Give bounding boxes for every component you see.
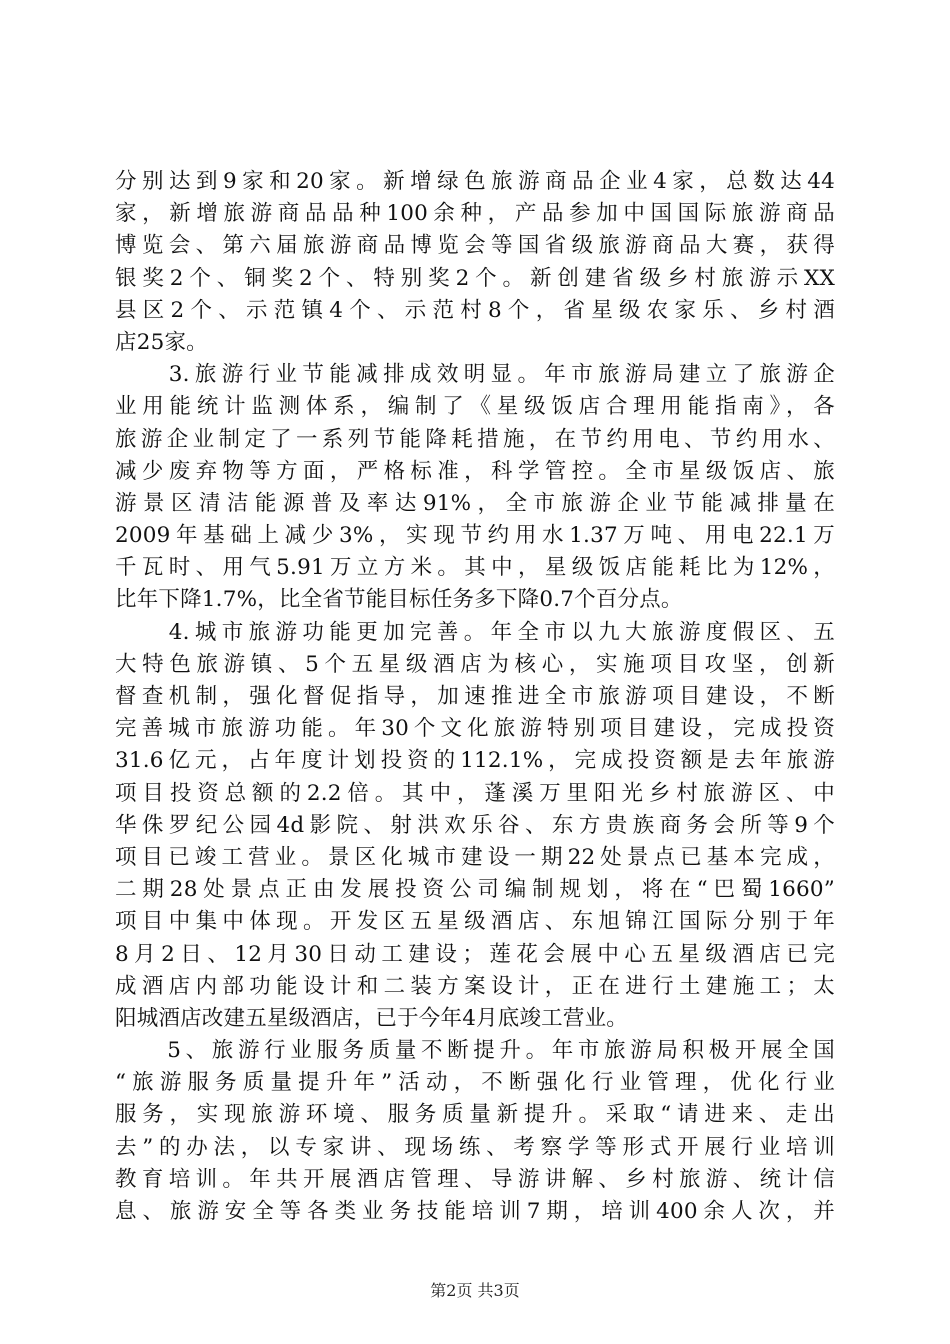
- text-line: 县区2个、示范镇4个、示范村8个，省星级农家乐、乡村酒: [115, 297, 835, 323]
- text-line: 项目投资总额的2.2倍。其中，蓬溪万里阳光乡村旅游区、中: [115, 780, 835, 806]
- text-line: 博览会、第六届旅游商品博览会等国省级旅游商品大赛，获得: [115, 233, 835, 259]
- text-line: 千瓦时、用气5.91万立方米。其中，星级饭店能耗比为12%，: [115, 555, 835, 581]
- text-line: 2009年基础上减少3%，实现节约用水1.37万吨、用电22.1万: [115, 523, 835, 549]
- text-line: 3.旅游行业节能减排成效明显。年市旅游局建立了旅游企: [115, 362, 835, 388]
- text-line: 完善城市旅游功能。年30个文化旅游特别项目建设，完成投资: [115, 716, 835, 742]
- text-line: 5、旅游行业服务质量不断提升。年市旅游局积极开展全国: [115, 1038, 835, 1064]
- text-line: 店25家。: [115, 329, 208, 355]
- text-line: 减少废弃物等方面，严格标准，科学管控。全市星级饭店、旅: [115, 458, 835, 484]
- text-line: 业用能统计监测体系，编制了《星级饭店合理用能指南》，各: [115, 394, 835, 420]
- text-line: 华侏罗纪公园4d影院、射洪欢乐谷、东方贵族商务会所等9个: [115, 812, 835, 838]
- text-line: 游景区清洁能源普及率达91%，全市旅游企业节能减排量在: [115, 490, 835, 516]
- text-line: 31.6亿元，占年度计划投资的112.1%，完成投资额是去年旅游: [115, 748, 835, 774]
- text-line: 督查机制，强化督促指导，加速推进全市旅游项目建设，不断: [115, 684, 835, 709]
- text-line: “旅游服务质量提升年”活动，不断强化行业管理，优化行业: [115, 1070, 835, 1096]
- text-line: 分别达到9家和20家。新增绿色旅游商品企业4家，总数达44: [115, 169, 835, 194]
- text-line: 大特色旅游镇、5个五星级酒店为核心，实施项目攻坚，创新: [115, 651, 835, 677]
- text-line: 比年下降1.7%，比全省节能目标任务多下降0.7个百分点。: [115, 587, 683, 613]
- text-line: 旅游企业制定了一系列节能降耗措施，在节约用电、节约用水、: [115, 426, 835, 452]
- text-line: 8月2日、12月30日动工建设；莲花会展中心五星级酒店已完: [115, 941, 835, 967]
- text-line: 教育培训。年共开展酒店管理、导游讲解、乡村旅游、统计信: [115, 1166, 835, 1192]
- text-line: 4.城市旅游功能更加完善。年全市以九大旅游度假区、五: [115, 619, 835, 645]
- text-line: 家，新增旅游商品品种100余种，产品参加中国国际旅游商品: [115, 201, 835, 227]
- text-line: 服务，实现旅游环境、服务质量新提升。采取“请进来、走出: [115, 1102, 835, 1128]
- text-line: 阳城酒店改建五星级酒店，已于今年4月底竣工营业。: [115, 1005, 628, 1031]
- text-line: 二期28处景点正由发展投资公司编制规划，将在“巴蜀1660”: [115, 877, 835, 903]
- text-line: 成酒店内部功能设计和二装方案设计，正在进行土建施工；太: [115, 973, 835, 999]
- text-line: 去”的办法，以专家讲、现场练、考察学等形式开展行业培训: [115, 1134, 835, 1160]
- text-line: 银奖2个、铜奖2个、特别奖2个。新创建省级乡村旅游示XX: [115, 265, 835, 291]
- page-footer: 第2页 共3页: [430, 1281, 520, 1300]
- text-line: 息、旅游安全等各类业务技能培训7期，培训400余人次，并: [115, 1199, 835, 1224]
- document-body: [115, 166, 835, 1228]
- text-line: 项目中集中体现。开发区五星级酒店、东旭锦江国际分别于年: [115, 909, 835, 935]
- text-line: 项目已竣工营业。景区化城市建设一期22处景点已基本完成，: [115, 844, 835, 870]
